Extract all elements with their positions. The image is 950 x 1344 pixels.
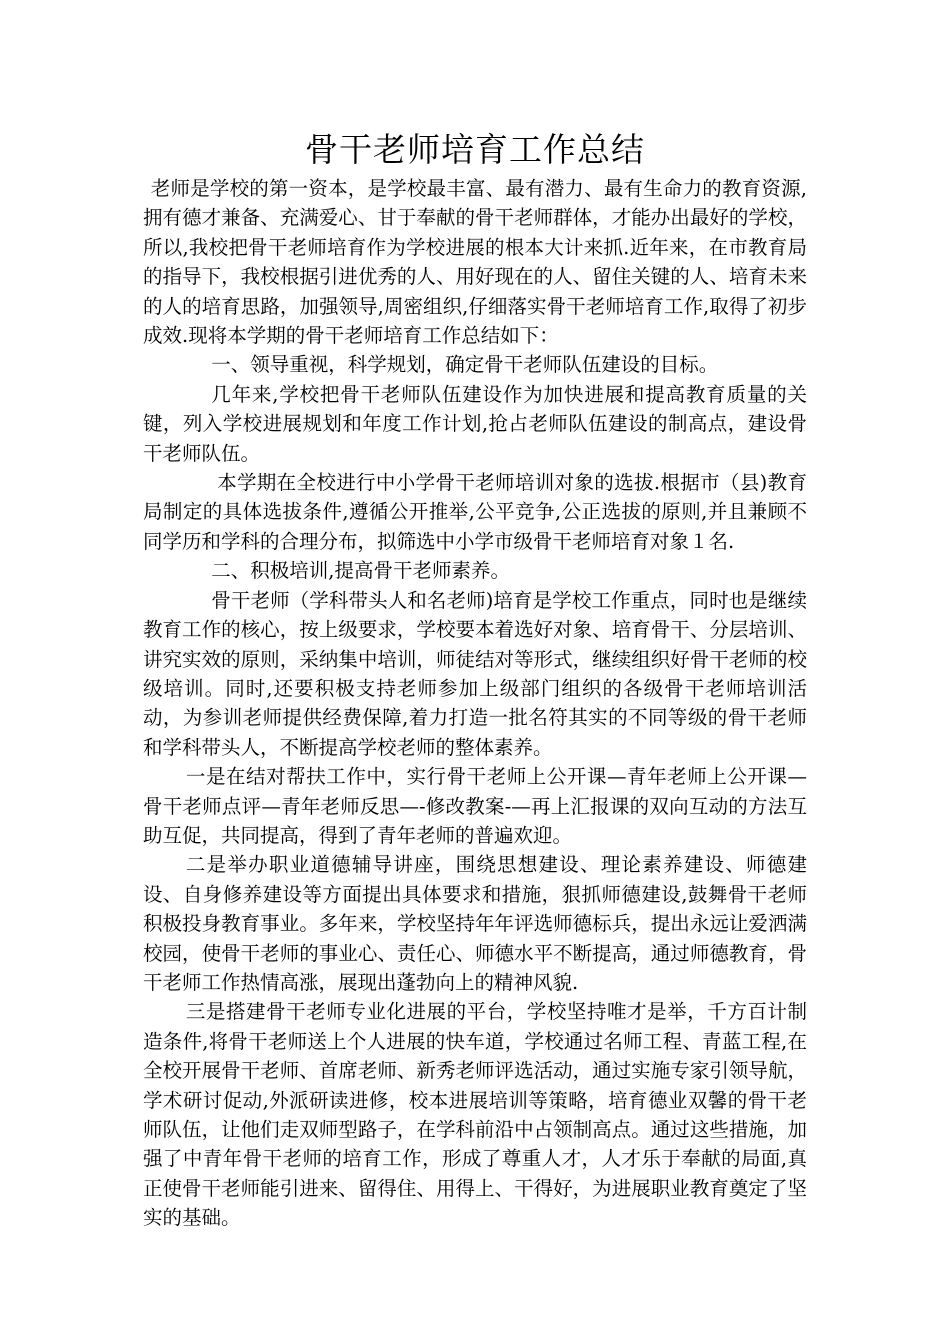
paragraph-item-1: 一是在结对帮扶工作中，实行骨干老师上公开课—青年老师上公开课—骨干老师点评—青年老师反思—-修改教案-—再上汇报课的双向互动的方法互助互促，共同提高，得到了青年老师的普遍欢迎。 [143, 765, 807, 847]
paragraph-item-3: 三是搭建骨干老师专业化进展的平台，学校坚持唯才是举，千方百计制造条件,将骨干老师送上个人进展的快车道，学校通过名师工程、青蓝工程,在全校开展骨干老师、首席老师、新秀老师评选活动，通过实施专家引领导航，学术研讨促动,外派研读进修，校本进展培训等策略，培育德业双馨的骨干老师队伍，让他们走双师型路子，在学科前沿中占领制高点。通过这些措施，加强了中青年骨干老师的培育工作，形成了尊重人才，人才乐于奉献的局面,真正使骨干老师能引进来、留得住、用得上、干得好，为进展职业教育奠定了坚实的基础。 [143, 1000, 807, 1230]
section-heading-1: 一、领导重视，科学规划，确定骨干老师队伍建设的目标。 [211, 353, 719, 377]
section-heading-2: 二、积极培训,提高骨干老师素养。 [211, 559, 510, 583]
paragraph-intro: 老师是学校的第一资本，是学校最丰富、最有潜力、最有生命力的教育资源,拥有德才兼备、充满爱心、甘于奉献的骨干老师群体，才能办出最好的学校，所以,我校把骨干老师培育作为学校进展的根本大计来抓.近年来，在市教育局的指导下，我校根据引进优秀的人、用好现在的人、留住关键的人、培育未来的人的培育思路，加强领导,周密组织,仔细落实骨干老师培育工作,取得了初步成效.现将本学期的骨干老师培育工作总结如下： [143, 177, 807, 348]
paragraph-selection: 本学期在全校进行中小学骨干老师培训对象的选拔.根据市（县)教育局制定的具体选拔条件,遵循公开推举,公平竞争,公正选拔的原则,并且兼顾不同学历和学科的合理分布，拟筛选中小学市级骨干老师培育对象１名. [143, 471, 807, 553]
paragraph-item-2: 二是举办职业道德辅导讲座，围绕思想建设、理论素养建设、师德建设、自身修养建设等方面提出具体要求和措施，狠抓师德建设,鼓舞骨干老师积极投身教育事业。多年来，学校坚持年年评选师德标兵，提出永远让爱洒满校园，使骨干老师的事业心、责任心、师德水平不断提高，通过师德教育，骨干老师工作热情高涨，展现出蓬勃向上的精神风貌. [143, 853, 807, 994]
document-page [143, 128, 807, 1233]
document-title: 骨干老师培育工作总结 [305, 130, 645, 169]
paragraph-training: 骨干老师（学科带头人和名老师)培育是学校工作重点，同时也是继续教育工作的核心，按上级要求，学校要本着选好对象、培育骨干、分层培训、讲究实效的原则，采纳集中培训，师徒结对等形式，继续组织好骨干老师的校级培训。同时,还要积极支持老师参加上级部门组织的各级骨干老师培训活动，为参训老师提供经费保障,着力打造一批名符其实的不同等级的骨干老师和学科带头人，不断提高学校老师的整体素养。 [143, 588, 807, 759]
paragraph-planning: 几年来,学校把骨干老师队伍建设作为加快进展和提高教育质量的关键，列入学校进展规划和年度工作计划,抢占老师队伍建设的制高点，建设骨干老师队伍。 [143, 382, 807, 465]
